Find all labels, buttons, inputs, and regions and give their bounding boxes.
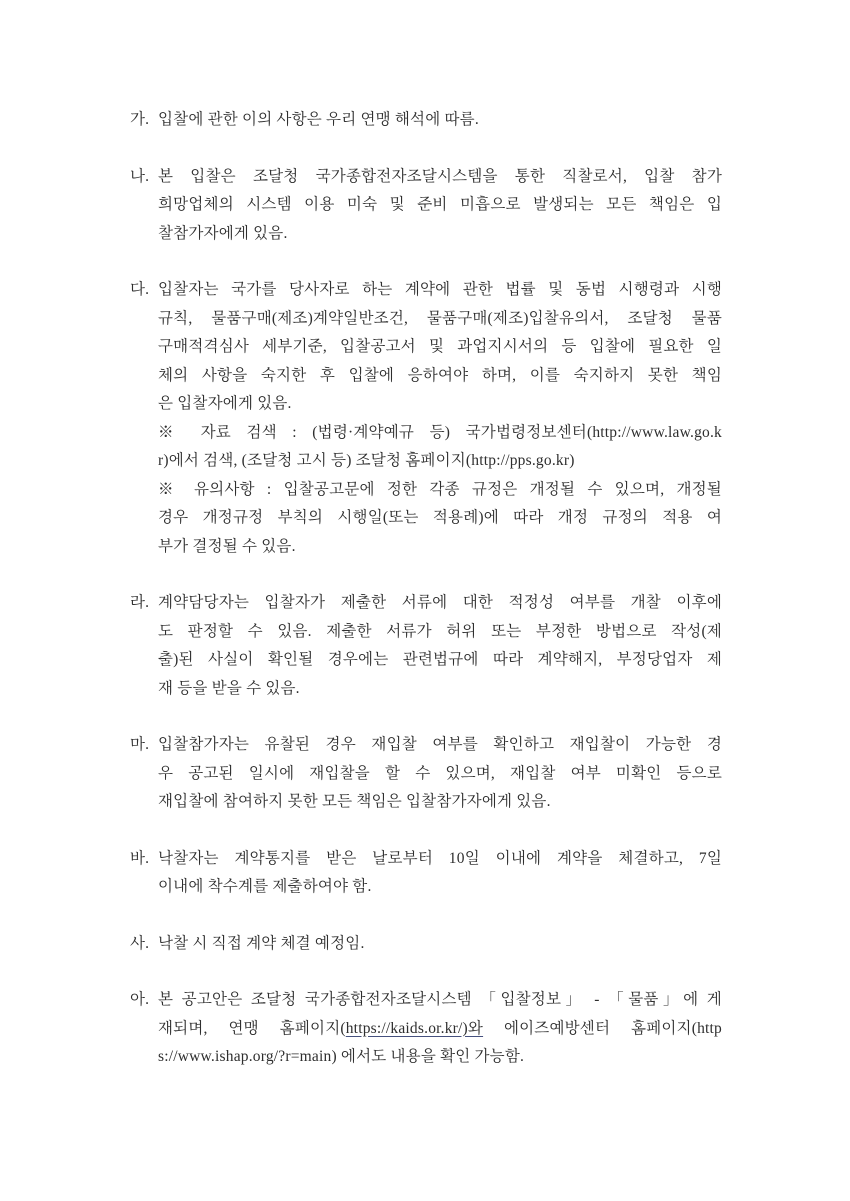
body-line: 본 입찰은 조달청 국가종합전자조달시스템을 통한 직찰로서, 입찰 참가 — [158, 167, 722, 185]
item-label: 라. — [130, 594, 150, 611]
body-line: ※ 자료 검색 : (법령·계약예규 등) 국가법령정보센터(http://www.law.go.k — [158, 423, 722, 441]
item-body — [158, 276, 722, 561]
body-line: 경우 개정규정 부칙의 시행일(또는 적용례)에 따라 개정 규정의 적용 여 — [158, 509, 722, 526]
body-line: 부가 결정될 수 있음. — [158, 537, 296, 555]
list-item — [130, 986, 722, 1072]
item-body — [158, 106, 722, 135]
body-line: 출)된 사실이 확인될 경우에는 관련법규에 따라 계약해지, 부정당업자 제 — [158, 651, 722, 668]
item-body — [158, 986, 722, 1072]
item-label: 다. — [130, 281, 150, 298]
body-line: 희망업체의 시스템 이용 미숙 및 준비 미흡으로 발생되는 모든 책임은 입 — [158, 196, 722, 213]
item-body — [158, 930, 722, 959]
item-body — [158, 589, 722, 703]
item-label: 나. — [130, 167, 150, 185]
item-label: 가. — [130, 111, 150, 128]
body-line: 낙찰자는 계약통지를 받은 날로부터 10일 이내에 계약을 체결하고, 7일 — [158, 849, 722, 867]
body-line: 이내에 착수계를 제출하여야 함. — [158, 878, 372, 895]
body-line: 우 공고된 일시에 재입찰을 할 수 있으며, 재입찰 여부 미확인 등으로 — [158, 764, 722, 782]
item-body — [158, 163, 722, 249]
body-line: r)에서 검색, (조달청 고시 등) 조달청 홈페이지(http://pps.go.kr) — [158, 452, 575, 469]
list-item — [130, 106, 722, 135]
item-label: 아. — [130, 991, 150, 1008]
item-body — [158, 731, 722, 817]
item-label: 마. — [130, 736, 150, 753]
item-label: 바. — [130, 849, 150, 867]
list-item — [130, 163, 722, 249]
list-item — [130, 845, 722, 902]
body-line: 체의 사항을 숙지한 후 입찰에 응하여야 하며, 이를 숙지하지 못한 책임 — [158, 366, 722, 384]
item-body — [158, 845, 722, 902]
list-item — [130, 731, 722, 817]
body-line: s://www.ishap.org/?r=main) 에서도 내용을 확인 가능함. — [158, 1048, 525, 1065]
body-line: 재입찰에 참여하지 못한 모든 책임은 입찰참가자에게 있음. — [158, 793, 551, 810]
body-line: 찰참가자에게 있음. — [158, 224, 288, 242]
body-line: 구매적격심사 세부기준, 입찰공고서 및 과업지시서의 등 입찰에 필요한 일 — [158, 338, 722, 355]
item-label: 사. — [130, 934, 150, 952]
list-item — [130, 589, 722, 703]
kaids-homepage-link[interactable]: https://kaids.or.kr/)와 — [345, 1019, 484, 1037]
body-line: 입찰자는 국가를 당사자로 하는 계약에 관한 법률 및 동법 시행령과 시행 — [158, 281, 722, 298]
body-line: 계약담당자는 입찰자가 제출한 서류에 대한 적정성 여부를 개찰 이후에 — [158, 594, 722, 611]
body-line: 재되며, 연맹 홈페이지(https://kaids.or.kr/)와 에이즈예방센터 홈페이지(http — [158, 1019, 722, 1037]
body-line: ※ 유의사항 : 입찰공고문에 정한 각종 규정은 개정될 수 있으며, 개정될 — [158, 480, 722, 498]
body-line: 입찰참가자는 유찰된 경우 재입찰 여부를 확인하고 재입찰이 가능한 경 — [158, 736, 722, 753]
list-item — [130, 930, 722, 959]
body-line: 낙찰 시 직접 계약 체결 예정임. — [158, 934, 365, 952]
list-item — [130, 276, 722, 561]
document-body — [130, 106, 722, 1072]
body-line: 재 등을 받을 수 있음. — [158, 679, 300, 697]
body-line: 도 판정할 수 있음. 제출한 서류가 허위 또는 부정한 방법으로 작성(제 — [158, 622, 722, 640]
body-line: 입찰에 관한 이의 사항은 우리 연맹 해석에 따름. — [158, 111, 479, 128]
body-line: 본 공고안은 조달청 국가종합전자조달시스템 「입찰정보」 - 「물품」에 게 — [158, 991, 722, 1008]
body-line: 규칙, 물품구매(제조)계약일반조건, 물품구매(제조)입찰유의서, 조달청 물품 — [158, 309, 722, 327]
body-line: 은 입찰자에게 있음. — [158, 395, 292, 412]
